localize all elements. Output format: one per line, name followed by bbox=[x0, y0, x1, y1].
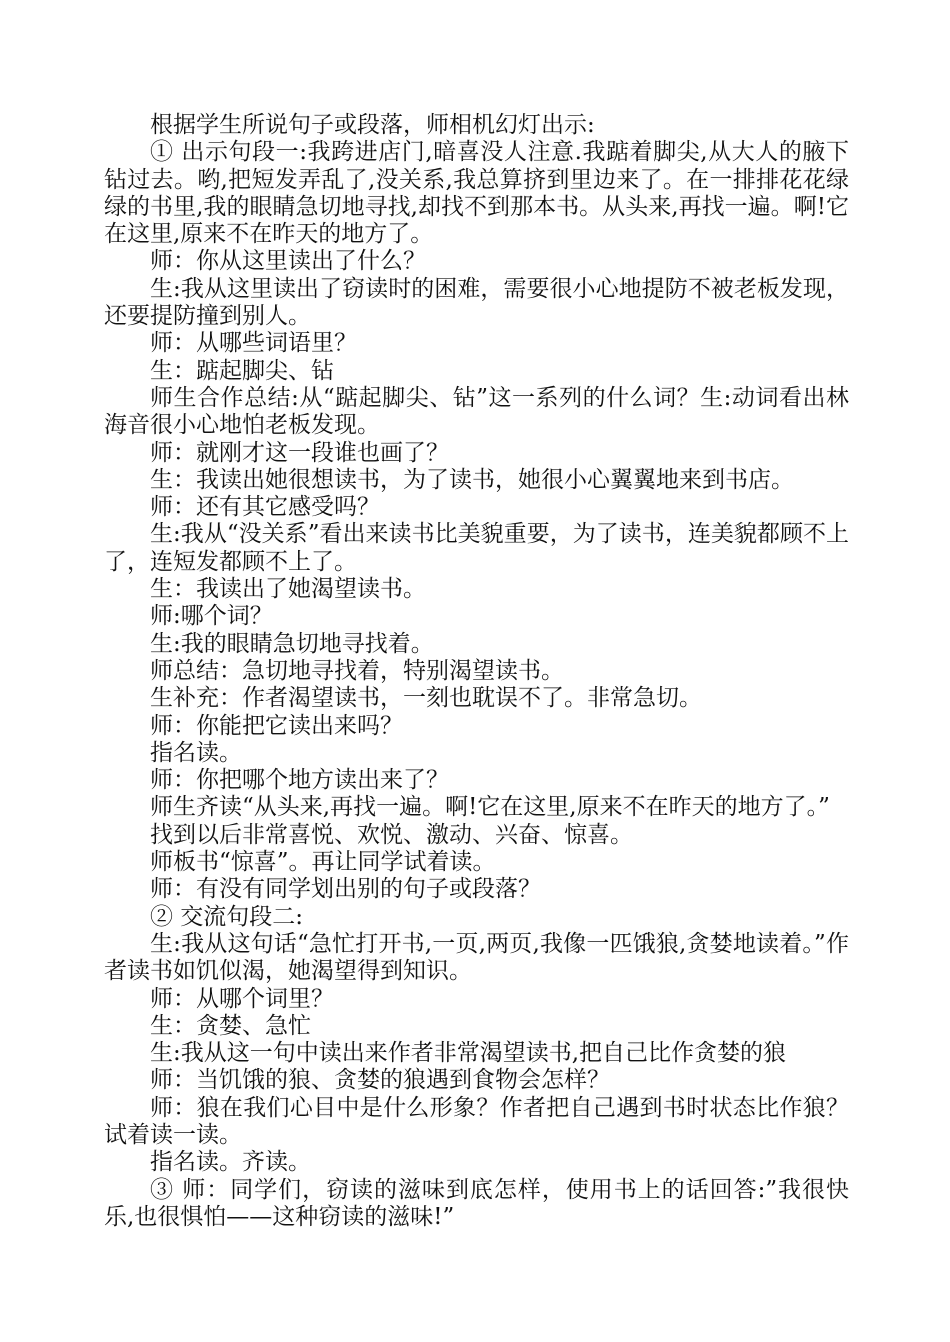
paragraph-dialogue: 师：就刚才这一段谁也画了？ bbox=[150, 439, 449, 466]
paragraph-passage-two: ② 交流句段二: bbox=[150, 903, 304, 930]
paragraph-dialogue: 师：当饥饿的狼、贪婪的狼遇到食物会怎样？ bbox=[150, 1067, 610, 1094]
paragraph-dialogue: 生:我从这里读出了窃读时的困难，需要很小心地提防不被老板发现，还要提防撞到别人。 bbox=[104, 275, 849, 330]
paragraph-dialogue: 生：贪婪、急忙 bbox=[150, 1012, 311, 1039]
paragraph-dialogue: 师：从哪个词里？ bbox=[150, 985, 334, 1012]
paragraph-dialogue: 师：狼在我们心目中是什么形象？作者把自己遇到书时状态比作狼？试着读一读。 bbox=[104, 1094, 849, 1148]
paragraph-dialogue: 师板书“惊喜”。再让同学试着读。 bbox=[150, 849, 496, 876]
paragraph-dialogue: 师：有没有同学划出别的句子或段落？ bbox=[150, 876, 541, 903]
paragraph-passage-one: ① 出示句段一:我跨进店门,暗喜没人注意.我踮着脚尖,从大人的腋下钻过去。哟,把短发弄乱了,没关系,我总算挤到里边来了。在一排排花花绿绿的书里,我的眼睛急切地寻找,却找不到那本书。从头来,再找一遍。啊!它在这里,原来不在昨天的地方了。 bbox=[104, 139, 849, 248]
lesson-transcript bbox=[104, 112, 849, 1231]
paragraph-dialogue: 生：踮起脚尖、钻 bbox=[150, 357, 334, 384]
paragraph-dialogue: 生补充：作者渴望读书，一刻也耽误不了。非常急切。 bbox=[150, 685, 702, 712]
paragraph-dialogue: 师:哪个词？ bbox=[150, 603, 273, 630]
paragraph-dialogue: 师：你把哪个地方读出来了？ bbox=[150, 767, 449, 794]
paragraph-dialogue: 生:我从“没关系”看出来读书比美貌重要，为了读书，连美貌都顾不上了，连短发都顾不上了。 bbox=[104, 521, 849, 575]
paragraph-dialogue: 生：我读出了她渴望读书。 bbox=[150, 576, 426, 603]
paragraph-dialogue: 指名读。 bbox=[150, 739, 242, 766]
paragraph-intro: 根据学生所说句子或段落，师相机幻灯出示: bbox=[150, 112, 595, 138]
paragraph-dialogue: 师：你从这里读出了什么？ bbox=[150, 248, 426, 275]
paragraph-dialogue: 师生合作总结:从“踮起脚尖、钻”这一系列的什么词？生:动词看出林海音很小心地怕老板发现。 bbox=[104, 384, 849, 439]
paragraph-dialogue: 生:我从这句话“急忙打开书,一页,两页,我像一匹饿狼,贪婪地读着。”作者读书如饥似渴，她渴望得到知识。 bbox=[104, 930, 849, 985]
paragraph-dialogue: 师：从哪些词语里？ bbox=[150, 330, 357, 357]
paragraph-dialogue: 师总结：急切地寻找着，特别渴望读书。 bbox=[150, 657, 564, 684]
paragraph-dialogue: 师生齐读“从头来,再找一遍。啊!它在这里,原来不在昨天的地方了。” bbox=[150, 794, 830, 821]
paragraph-dialogue: 生：我读出她很想读书，为了读书，她很小心翼翼地来到书店。 bbox=[150, 466, 794, 493]
paragraph-dialogue: 生:我的眼睛急切地寻找着。 bbox=[150, 630, 434, 657]
paragraph-dialogue: 师：还有其它感受吗？ bbox=[150, 494, 380, 521]
paragraph-dialogue: 指名读。齐读。 bbox=[150, 1149, 311, 1176]
paragraph-dialogue: 师：你能把它读出来吗？ bbox=[150, 712, 403, 739]
paragraph-dialogue: 生:我从这一句中读出来作者非常渴望读书,把自己比作贪婪的狼 bbox=[150, 1040, 787, 1067]
paragraph-dialogue: 找到以后非常喜悦、欢悦、激动、兴奋、惊喜。 bbox=[150, 821, 633, 848]
paragraph-passage-three: ③ 师：同学们，窃读的滋味到底怎样，使用书上的话回答:”我很快乐,也很惧怕——这种窃读的滋味!” bbox=[104, 1176, 849, 1230]
